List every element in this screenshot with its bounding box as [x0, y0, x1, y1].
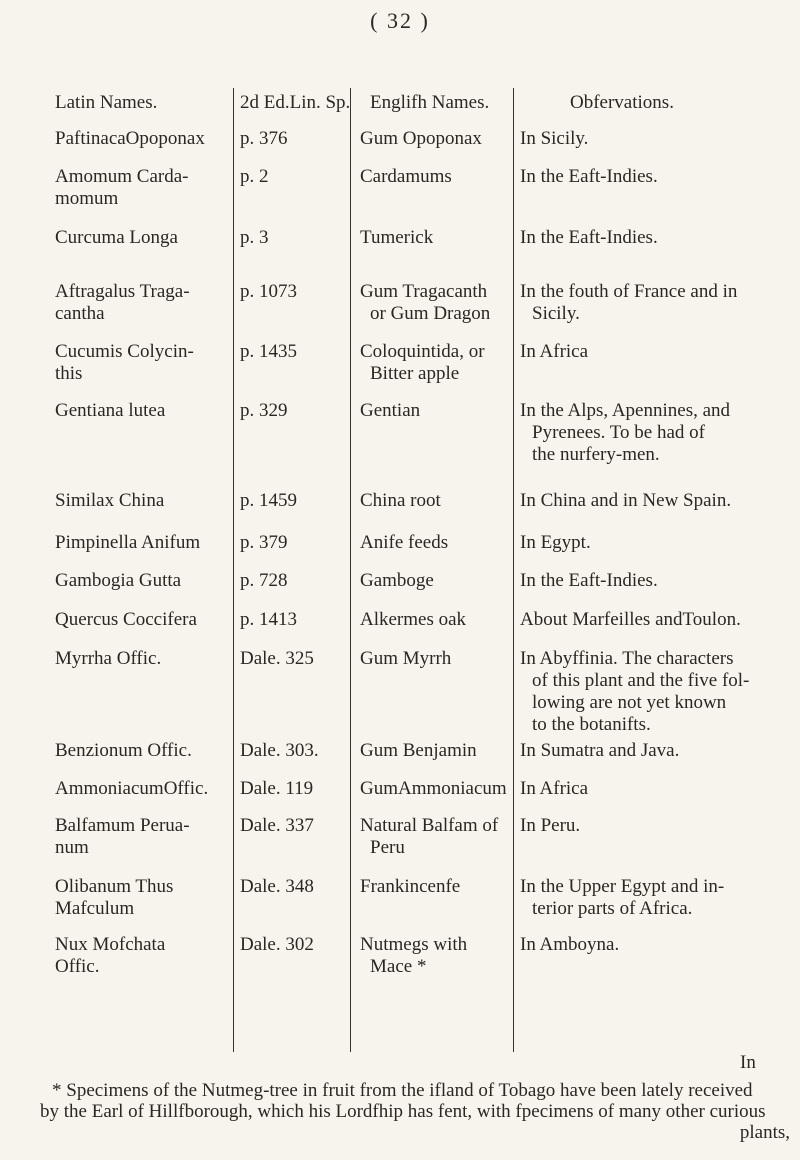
edition-ref-line: Dale. 302: [240, 934, 314, 955]
english-name-line: Gum Myrrh: [360, 648, 452, 669]
english-name-line: Coloquintida, or: [360, 341, 485, 362]
english-name-line: Tumerick: [360, 227, 434, 248]
observation: [520, 815, 790, 837]
observation: [520, 876, 790, 920]
latin-name: [55, 532, 235, 554]
observation-line: In Sumatra and Java.: [520, 740, 680, 761]
edition-ref: [240, 128, 350, 150]
footnote-line-3: plants,: [739, 1122, 790, 1143]
latin-name-line: Pimpinella Anifum: [55, 532, 201, 553]
edition-ref: [240, 281, 350, 303]
edition-ref-line: Dale. 119: [240, 778, 314, 799]
latin-name: [55, 281, 235, 325]
latin-name: [55, 341, 235, 385]
latin-name-line: Mafculum: [55, 898, 135, 919]
observation: [520, 778, 790, 800]
english-name: [360, 609, 510, 631]
english-name-line: China root: [360, 490, 441, 511]
observation-line: Pyrenees. To be had of: [532, 422, 705, 443]
english-name: [360, 400, 510, 422]
edition-ref: [240, 570, 350, 592]
observation: [520, 128, 790, 150]
observation-line: In Africa: [520, 778, 589, 799]
latin-name-line: Aftragalus Traga-: [55, 281, 190, 302]
edition-ref: [240, 400, 350, 422]
observation: [520, 400, 790, 466]
observation-line: Sicily.: [532, 303, 580, 324]
english-name-line: Gum Opoponax: [360, 128, 482, 149]
observation-line: of this plant and the five fol-: [532, 670, 750, 691]
header-latin-names: Latin Names.: [55, 92, 158, 113]
edition-ref-line: p. 1435: [240, 341, 297, 362]
observation: [520, 341, 790, 363]
latin-name-line: momum: [55, 188, 119, 209]
english-name-line: Gum Benjamin: [360, 740, 477, 761]
latin-name-line: Quercus Coccifera: [55, 609, 197, 630]
english-name-line: Frankincenfe: [360, 876, 461, 897]
edition-ref-line: Dale. 337: [240, 815, 314, 836]
observation: [520, 934, 790, 956]
latin-name-line: cantha: [55, 303, 105, 324]
edition-ref: [240, 934, 350, 956]
edition-ref-line: Dale. 303.: [240, 740, 319, 761]
edition-ref-line: p. 1413: [240, 609, 297, 630]
latin-name-line: Amomum Carda-: [55, 166, 189, 187]
observation: [520, 570, 790, 592]
latin-name-line: Offic.: [55, 956, 100, 977]
latin-name-line: Gambogia Gutta: [55, 570, 182, 591]
english-name: [360, 778, 510, 800]
edition-ref-line: p. 1459: [240, 490, 297, 511]
latin-name: [55, 740, 235, 762]
edition-ref-line: p. 2: [240, 166, 269, 187]
observation: [520, 648, 790, 736]
latin-name: [55, 934, 235, 978]
observation: [520, 609, 790, 631]
english-name: [360, 227, 510, 249]
column-rule-3: [513, 88, 514, 1052]
english-name: [360, 876, 510, 898]
english-name: [360, 740, 510, 762]
english-name-line: Gamboge: [360, 570, 434, 591]
edition-ref: [240, 166, 350, 188]
latin-name: [55, 128, 235, 150]
latin-name: [55, 648, 235, 670]
edition-ref: [240, 778, 350, 800]
observation-line: In the Eaft-Indies.: [520, 570, 658, 591]
english-name-line: Mace *: [370, 956, 427, 977]
english-name: [360, 490, 510, 512]
observation-line: lowing are not yet known: [532, 692, 727, 713]
observation-line: terior parts of Africa.: [532, 898, 693, 919]
edition-ref-line: p. 329: [240, 400, 288, 421]
observation-line: In Peru.: [520, 815, 581, 836]
edition-ref: [240, 740, 350, 762]
latin-name: [55, 609, 235, 631]
latin-name-line: AmmoniacumOffic.: [55, 778, 209, 799]
observation: [520, 490, 790, 512]
edition-ref-line: p. 379: [240, 532, 288, 553]
edition-ref-line: p. 3: [240, 227, 269, 248]
edition-ref-line: Dale. 348: [240, 876, 314, 897]
observation-line: In China and in New Spain.: [520, 490, 732, 511]
latin-name: [55, 778, 235, 800]
latin-name-line: Myrrha Offic.: [55, 648, 162, 669]
latin-name-line: PaftinacaOpoponax: [55, 128, 205, 149]
english-name-line: Alkermes oak: [360, 609, 467, 630]
edition-ref: [240, 876, 350, 898]
observation-line: In the Upper Egypt and in-: [520, 876, 725, 897]
english-name-line: Natural Balfam of: [360, 815, 499, 836]
edition-ref-line: Dale. 325: [240, 648, 314, 669]
page-number: ( 32 ): [370, 8, 430, 33]
observation: [520, 532, 790, 554]
latin-name-line: this: [55, 363, 83, 384]
english-name-line: Cardamums: [360, 166, 452, 187]
english-name: [360, 166, 510, 188]
latin-name: [55, 227, 235, 249]
header-edition: 2d Ed.Lin. Sp.: [240, 92, 351, 113]
latin-name: [55, 815, 235, 859]
edition-ref: [240, 815, 350, 837]
observation-line: In the Alps, Apennines, and: [520, 400, 731, 421]
english-name-line: Nutmegs with: [360, 934, 468, 955]
latin-name-line: Nux Mofchata: [55, 934, 166, 955]
latin-name: [55, 570, 235, 592]
edition-ref: [240, 648, 350, 670]
english-name-line: GumAmmoniacum: [360, 778, 507, 799]
observation-line: In the fouth of France and in: [520, 281, 738, 302]
english-name-line: Gum Tragacanth: [360, 281, 488, 302]
observation-line: to the botanifts.: [532, 714, 651, 735]
latin-name: [55, 400, 235, 422]
latin-name: [55, 166, 235, 210]
english-name: [360, 128, 510, 150]
header-english-names: Englifh Names.: [370, 92, 490, 113]
english-name: [360, 281, 510, 325]
latin-name: [55, 876, 235, 920]
footnote: [40, 1080, 790, 1143]
edition-ref: [240, 341, 350, 363]
english-name-line: Anife feeds: [360, 532, 449, 553]
edition-ref-line: p. 728: [240, 570, 288, 591]
english-name-line: or Gum Dragon: [370, 303, 491, 324]
edition-ref-line: p. 1073: [240, 281, 297, 302]
english-name: [360, 934, 510, 978]
footnote-line-2: by the Earl of Hillfborough, which his Lordfhip has fent, with fpecimens of many other curious: [40, 1101, 766, 1122]
observation-line: In Abyffinia. The characters: [520, 648, 734, 669]
latin-name-line: Cucumis Colycin-: [55, 341, 194, 362]
observation: [520, 166, 790, 188]
latin-name-line: Benzionum Offic.: [55, 740, 192, 761]
english-name-line: Gentian: [360, 400, 421, 421]
edition-ref: [240, 490, 350, 512]
header-observations: Obfervations.: [570, 92, 674, 113]
edition-ref: [240, 532, 350, 554]
edition-ref: [240, 227, 350, 249]
observation-line: the nurfery-men.: [532, 444, 660, 465]
observation-line: In Egypt.: [520, 532, 591, 553]
footnote-line-1: * Specimens of the Nutmeg-tree in fruit from the ifland of Tobago have been lately received: [52, 1080, 753, 1101]
latin-name-line: Balfamum Perua-: [55, 815, 190, 836]
observation: [520, 227, 790, 249]
latin-name-line: Similax China: [55, 490, 165, 511]
catchword: In: [740, 1052, 756, 1073]
observation-line: In the Eaft-Indies.: [520, 227, 658, 248]
english-name: [360, 532, 510, 554]
latin-name-line: num: [55, 837, 89, 858]
observation-line: In Amboyna.: [520, 934, 620, 955]
observation: [520, 740, 790, 762]
edition-ref-line: p. 376: [240, 128, 288, 149]
latin-name-line: Gentiana lutea: [55, 400, 166, 421]
latin-name-line: Olibanum Thus: [55, 876, 174, 897]
observation-line: In Sicily.: [520, 128, 589, 149]
column-rule-2: [350, 88, 351, 1052]
english-name: [360, 815, 510, 859]
latin-name: [55, 490, 235, 512]
english-name: [360, 648, 510, 670]
english-name: [360, 570, 510, 592]
english-name: [360, 341, 510, 385]
english-name-line: Bitter apple: [370, 363, 460, 384]
latin-name-line: Curcuma Longa: [55, 227, 178, 248]
observation: [520, 281, 790, 325]
english-name-line: Peru: [370, 837, 405, 858]
observation-line: In Africa: [520, 341, 589, 362]
edition-ref: [240, 609, 350, 631]
observation-line: In the Eaft-Indies.: [520, 166, 658, 187]
observation-line: About Marfeilles andToulon.: [520, 609, 741, 630]
